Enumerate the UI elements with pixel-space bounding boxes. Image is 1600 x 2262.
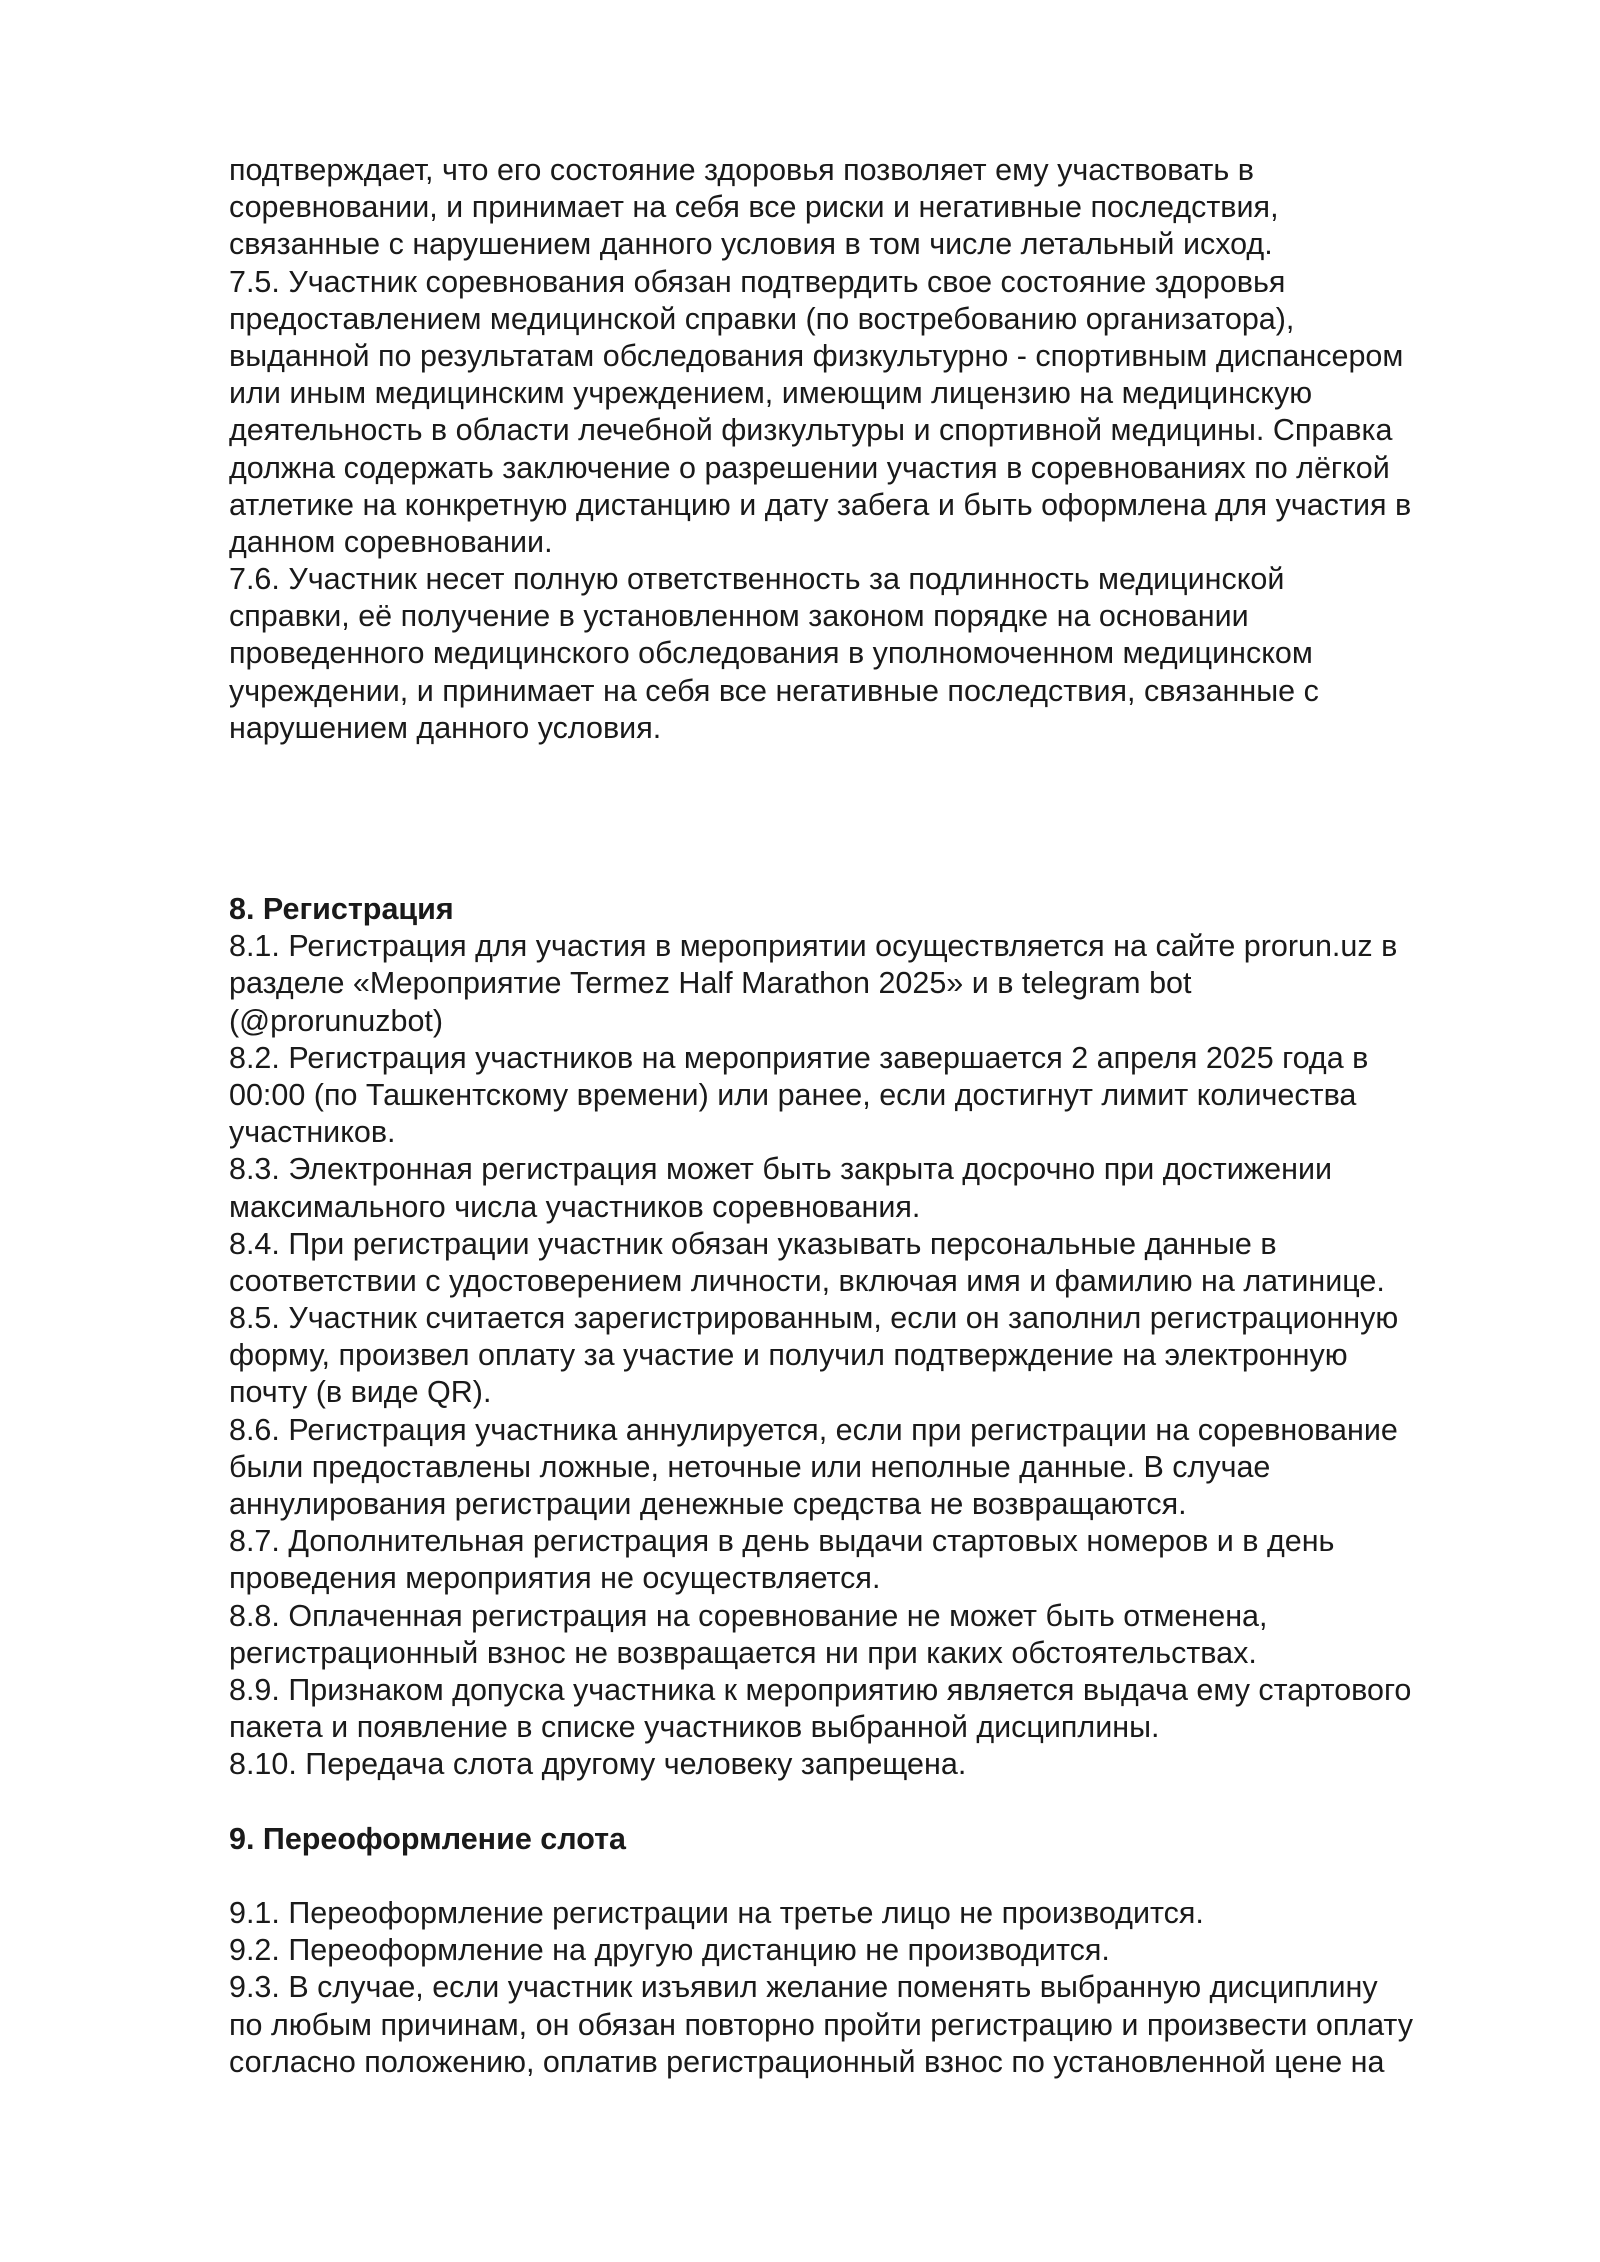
text-line: атлетике на конкретную дистанцию и дату забега и быть оформлена для участия в [229,487,1412,522]
text-line: деятельность в области лечебной физкультуры и спортивной медицины. Справка [229,413,1393,448]
text-line: 8.6. Регистрация участника аннулируется, если при регистрации на соревнование [229,1412,1398,1447]
text-line: 8.5. Участник считается зарегистрированным, если он заполнил регистрационную [229,1301,1399,1336]
text-line: проведенного медицинского обследования в уполномоченном медицинском [229,636,1313,671]
text-line: разделе «Мероприятие Termez Half Marathon 2025» и в telegram bot [229,966,1192,1001]
clause-7-5 [229,264,1489,562]
text-line: должна содержать заключение о разрешении участия в соревнованиях по лёгкой [229,450,1390,485]
text-line: предоставлением медицинской справки (по востребованию организатора), [229,301,1295,336]
text-line: соревновании, и принимает на себя все риски и негативные последствия, [229,190,1279,225]
text-line: учреждении, и принимает на себя все негативные последствия, связанные с [229,673,1319,708]
text-line: нарушением данного условия. [229,710,662,745]
section-heading: 9. Переоформление слота [229,1821,626,1856]
text-line: по любым причинам, он обязан повторно пройти регистрацию и произвести оплату [229,2007,1413,2042]
section-spacer [229,747,1489,891]
text-line: или иным медицинским учреждением, имеющим лицензию на медицинскую [229,376,1313,411]
intro-paragraph [229,152,1489,264]
section-heading: 8. Регистрация [229,892,454,926]
section-8 [229,891,1489,1784]
section-9 [229,1821,1489,2081]
text-line: 7.5. Участник соревнования обязан подтвердить свое состояние здоровья [229,264,1286,299]
text-line: максимального числа участников соревнования. [229,1189,921,1224]
text-line: соответствии с удостоверением личности, включая имя и фамилию на латинице. [229,1263,1385,1298]
text-line: 9.1. Переоформление регистрации на третье лицо не производится. [229,1896,1204,1931]
text-line: 8.4. При регистрации участник обязан указывать персональные данные в [229,1226,1277,1261]
document-page [229,152,1489,2081]
section-spacer [229,1784,1489,1821]
text-line: аннулирования регистрации денежные средства не возвращаются. [229,1487,1187,1521]
text-line: (@prorunuzbot) [229,1003,444,1038]
text-line: выданной по результатам обследования физкультурно - спортивным диспансером [229,338,1404,373]
clause-7-6 [229,561,1489,747]
text-line: 8.9. Признаком допуска участника к мероприятию является выдача ему стартового [229,1672,1412,1707]
text-line: 8.10. Передача слота другому человеку запрещена. [229,1747,967,1782]
text-line: форму, произвел оплату за участие и получил подтверждение на электронную [229,1338,1348,1373]
text-line: 00:00 (по Ташкентскому времени) или ранее, если достигнут лимит количества [229,1077,1357,1112]
text-line: связанные с нарушением данного условия в том числе летальный исход. [229,227,1273,262]
text-line: согласно положению, оплатив регистрационный взнос по установленной цене на [229,2044,1385,2079]
text-line: 8.3. Электронная регистрация может быть закрыта досрочно при достижении [229,1152,1333,1187]
text-line: справки, её получение в установленном законом порядке на основании [229,599,1249,634]
text-line: регистрационный взнос не возвращается ни при каких обстоятельствах. [229,1635,1257,1670]
text-line: подтверждает, что его состояние здоровья позволяет ему участвовать в [229,153,1254,187]
text-line: 9.2. Переоформление на другую дистанцию не производится. [229,1933,1110,1968]
text-line: были предоставлены ложные, неточные или неполные данные. В случае [229,1449,1271,1484]
text-line: данном соревновании. [229,524,553,559]
text-line: почту (в виде QR). [229,1375,492,1410]
text-line: 8.8. Оплаченная регистрация на соревнование не может быть отменена, [229,1598,1268,1633]
text-line: пакета и появление в списке участников выбранной дисциплины. [229,1710,1160,1745]
text-line: 8.1. Регистрация для участия в мероприятии осуществляется на сайте prorun.uz в [229,929,1398,964]
text-line: 8.2. Регистрация участников на мероприятие завершается 2 апреля 2025 года в [229,1040,1369,1075]
text-line: участников. [229,1115,396,1150]
text-line: 7.6. Участник несет полную ответственность за подлинность медицинской [229,562,1285,597]
text-line: 8.7. Дополнительная регистрация в день выдачи стартовых номеров и в день [229,1524,1335,1559]
text-line: проведения мероприятия не осуществляется. [229,1561,881,1596]
text-line: 9.3. В случае, если участник изъявил желание поменять выбранную дисциплину [229,1970,1378,2005]
section-spacer [229,1858,1489,1895]
